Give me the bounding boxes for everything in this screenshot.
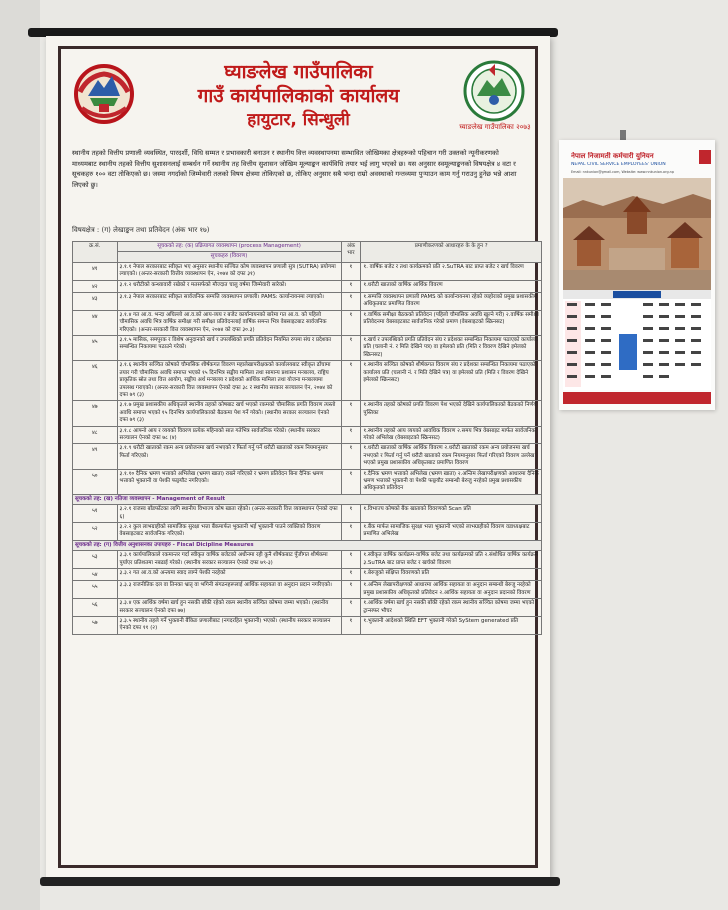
row-indicator: ३.१.२ धरौटीको कन्ध्यावारी रखेको र मतसर्फको मौज्दात चालु वर्षमा जिम्मेवारी सारेको। <box>117 280 341 292</box>
header-score: अंक भार <box>341 242 361 263</box>
row-score: १ <box>341 569 361 581</box>
table-row <box>73 599 542 617</box>
table-row <box>73 361 542 401</box>
office-address: हायुटार, सिन्धुली <box>247 110 350 130</box>
row-evidence: १.स्थानीय तहको कोषको प्रगति विवरण पेश भएको देखिने कार्यपालिकाको बैठकको निर्णय पुस्तिका <box>361 401 542 426</box>
poster <box>46 36 550 878</box>
row-score: १ <box>341 444 361 469</box>
nepal-emblem-icon <box>68 58 140 124</box>
row-score: १ <box>341 523 361 541</box>
row-score: १ <box>341 617 361 635</box>
row-evidence: १.धरौटी खाताको वार्षिक आर्थिक विवरण <box>361 280 542 292</box>
row-evidence: १.दैनिक भ्रमण भत्ताको अभिलेख (भ्रमण खाता) २.अन्तिम लेखापरीक्षणको आधारमा दैनिक भ्रमण भत्ताको भुक्तानी वा पेश्की फछ्र्यौट सम्बन्धी बेरुजु नरहेको प्रमुख प्रशासकीय अधिकृतको प्रतिवेदन <box>361 469 542 494</box>
table-row <box>73 523 542 541</box>
row-evidence: १.विभाज्य कोषको बैंक खाताको विवरणको Scan प्रति <box>361 505 542 523</box>
nepal-flag-icon <box>699 150 711 164</box>
table-row <box>73 469 542 494</box>
row-score: १ <box>341 599 361 617</box>
table-row <box>73 280 542 292</box>
calendar-subtitle: NEPAL CIVIL SERVICE EMPLOYEES' UNION <box>571 162 666 167</box>
intro-paragraph: स्थानीय तहको वित्तीय प्रणाली व्यवस्थित, पारदर्शी, विधि सम्मत र प्रभावकारी बनाउन र स्थानीय वित्त व्यवस्थापनमा सम्भावित जोखिमका क्षेत्रहरूको पहिचान गरी उक्तको न्यूनीकरणको माध्यमबाट स्थानीय तहको वित्तीय सुशासनलाई सम्बर्धन गर्ने स्थानीय तह वित्तीय सुशासन जोखिम मूल्याङ्कन कार्यविधि तयार भई लागु भएको छ। यस अनुसार स्वमूल्याङ्कनको विषयक्षेत्र ४ वटा र सूचकहरु १०० वटा तोकिएको छ। जस्मा नगर्दाको जिम्मेवारी तलको विषय क्षेत्रमा तोकिएको छ, तोकिए अनुसार सबै भन्दा राम्रो अवस्थाको गन्तव्यमा पुऱ्याउन काम गर्नु गराउनु हुनेछ भन्ने आशा लिएको छु। <box>72 149 517 189</box>
row-evidence: १.अन्तिम लेखापरीक्षणको आधारमा आर्थिक सहायता वा अनुदान सम्बन्धी बेरुजु नरहेको प्रमुख प्रशासकीय अधिकृतको प्रतिवेदन २.आर्थिक सहायता वा अनुदान प्रदानको विवरण <box>361 581 542 599</box>
wall-calendar <box>559 140 715 410</box>
section-fiscal-label: सूचकको तह: (ग) वित्तीय अनुशासनका उपायहरु - Fiscal Dicipline Measures <box>73 540 542 550</box>
row-score: १ <box>341 426 361 444</box>
section-row-result <box>73 494 542 504</box>
row-score: १ <box>341 262 361 280</box>
row-evidence: १.स्वीकृत वार्षिक कार्यक्रम-वार्षिक बजेट तथा कार्यक्रमको प्रति २.संशोधित वार्षिक कार्यक्रम ३.SuTRA बाट प्राप्त बजेट र खर्चको विवरण <box>361 551 542 569</box>
header-number: क्र.सं. <box>73 242 118 263</box>
poster-bottom-rod <box>40 877 560 886</box>
row-indicator: ३.३.३ राजनीतिक दल वा तिनका भ्रातृ वा भगिनी संगठनहरूलाई आर्थिक सहायता वा अनुदान प्रदान नगरिएको। <box>117 581 341 599</box>
header-indicator: सूचकको तह: (क) प्रक्रियागत व्यवस्थापन (process Management) <box>117 242 341 252</box>
subject-area-heading: विषयक्षेत्र : (ग) लेखाङ्कन तथा प्रतिवेदन (अंक भार १७) <box>72 226 210 234</box>
row-score: १ <box>341 469 361 494</box>
table-row <box>73 444 542 469</box>
row-evidence: १. वार्षिक बजेट र तथा कार्यक्रमको प्रति २.SuTRA बाट प्राप्त बजेट र खर्च विवरण <box>361 262 542 280</box>
row-indicator: ३.२.१ राजस्व बाँडफाँटका लागि स्थानीय विभाज्य कोष खाता रहेको। (अन्तर-सरकारी वित्त व्यवस्थापन ऐनको दफा ६) <box>117 505 341 523</box>
row-score: १ <box>341 310 361 335</box>
row-evidence: १.धरौटी खाताको वार्षिक आर्थिक विवरण २.धरौटी खाताको रकम अन्य प्रयोजनमा खर्च नभएको र फिर्ता गर्नु पर्ने धरौटी खाताको रकम नियमानुसार फिर्ता गरिएको विवरण उल्लेख भएको प्रमुख प्रशासकीय अधिकृतबाट प्रमाणित विवरण <box>361 444 542 469</box>
row-evidence: १.सम्पत्ति व्यवस्थापन प्रणाली PAMS को कार्यान्वयनमा रहेको व्यहोराको प्रमुख प्रशासकीय अधिकृतबाट प्रमाणित विवरण <box>361 293 542 311</box>
row-number: ५२ <box>73 523 118 541</box>
row-number: ४४ <box>73 310 118 335</box>
table-row <box>73 262 542 280</box>
table-row <box>73 426 542 444</box>
row-indicator: ३.१.६ स्थानीय सञ्चित कोषको चौमासिक शीर्षकगत विवरण महालेखापरीक्षकको कार्यालयबाट स्वीकृत ढाँचामा तयार गरी चौमासिक अवधि समाप्त भएको १५ दिनभित्र सङ्घीय मामिला तथा सामान्य प्रशासन मन्त्रालय, राष्ट्रिय प्राकृतिक स्रोत तथा वित्त आयोग, सङ्घीय अर्थ मन्त्रालय र प्रदेशको आर्थिक मामिला तथा योजना मन्त्रालयमा उपलब्ध गराएको। (अन्तर-सरकारी वित्त व्यवस्थापन ऐनको दफा ३८ र स्थानीय सरकार सञ्चालन ऐन, २०७४ को दफा ७९ (३) <box>117 361 341 401</box>
calendar-title: नेपाल निजामती कर्मचारी युनियन <box>571 152 654 160</box>
row-indicator: ३.३.४ एक आर्थिक वर्षमा खर्च हुन नसकी बाँकी रहेको रकम स्थानीय सञ्चित कोषमा जम्मा भएको। (स्थानीय सरकार सञ्चालन ऐनको दफा ७७) <box>117 599 341 617</box>
row-number: ४५ <box>73 336 118 361</box>
table-row <box>73 336 542 361</box>
row-number: ४२ <box>73 280 118 292</box>
row-indicator: ३.१.९ धरौटी खाताको रकम अन्य प्रयोजनमा खर्च नभएको र फिर्ता गर्नु पर्ने धरौटी खाताको रकम नियमानुसार फिर्ता गरिएको। <box>117 444 341 469</box>
row-indicator: ३.१.१ नेपाल सरकारबाट स्वीकृत भए अनुसार स्थानीय सञ्चित कोष व्यवस्थापन प्रणाली सुत्र (SUTRA) प्रयोगमा ल्याएको। (अन्तर-सरकारी वित्तीय व्यवस्थापन ऐन, २०७४ को दफा ३१) <box>117 262 341 280</box>
row-score: १ <box>341 551 361 569</box>
row-number: ५३ <box>73 551 118 569</box>
table-row <box>73 505 542 523</box>
row-number: ४१ <box>73 262 118 280</box>
row-indicator: ३.१.४ गत आ.व. भन्दा अघिल्लो आ.व.को आय-व्यय र बजेट कार्यान्वयनको बारेमा गत आ.व. को पहिलो चौमासिक अवधि भित्र वार्षिक समीक्षा गरी समीक्षा प्रतिवेदनलाई वार्षिक समन्त भित्र वेबसाइटबाट सार्वजनिक गरिएको। (अन्तर-सरकारी वित्त व्यवस्थापन ऐन, २०७४ को दफा ३०.३) <box>117 310 341 335</box>
row-evidence: १.भुक्तानी आदेशको स्थिति EFT भुक्तानी गरेको SyStem generated प्रति <box>361 617 542 635</box>
row-evidence: १.वार्षिक समीक्षा बैठकको प्रतिवेदन (पहिलो चौमासिक अवधि खुल्ने गरी) २.वार्षिक समीक्षा प्रतिवेदनमा वेबसाइटबाट सार्वजनिक गरेको प्रमाण (वेबसाइटको स्क्रिनसट) <box>361 310 542 335</box>
row-indicator: ३.१.५ मासिक, समपुरक र विशेष अनुदानको खर्च र उपलब्धिको प्रगति प्रतिवेदन नियमित रुपमा संघ र प्रदेशका सम्बन्धित निकायमा पठाउने गरेको। <box>117 336 341 361</box>
wall-background <box>0 0 40 910</box>
section-result-label: सूचकको तह: (ख) नतिजा व्यवस्थापन - Management of Result <box>73 494 542 504</box>
row-indicator: ३.३.५ स्थानीय तहले गर्ने भुक्तानी बैंकिङ प्रणालीबाट (नगदरहित भुक्तानी) भएको। (स्थानीय सरकार सञ्चालन ऐनको दफा ११ (२) <box>117 617 341 635</box>
calendar-temple-photo <box>563 178 711 290</box>
table-row <box>73 310 542 335</box>
row-indicator: ३.१.७ प्रमुख प्रशासकीय अधिकृतले स्थानीय तहको कोषबाट खर्च भएको रकमको चौमासिक प्रगति विवरण त्यस्तो अवधि समाप्त भएको १५ दिनभित्र कार्यपालिकाको बैठकमा पेश गर्ने गरेको। (स्थानीय सरकार सञ्चालन ऐनको दफा ७९ (३) <box>117 401 341 426</box>
row-number: ४७ <box>73 401 118 426</box>
row-number: ५७ <box>73 617 118 635</box>
calendar-date-grid <box>563 290 711 390</box>
table-row <box>73 551 542 569</box>
municipality-logo-icon <box>459 58 529 124</box>
row-number: ५५ <box>73 581 118 599</box>
table-row <box>73 617 542 635</box>
row-score: १ <box>341 280 361 292</box>
calendar-contact: Email: nnkunion@gmail.com, Website: www.nnkunion.org.np <box>571 170 674 174</box>
row-number: ५० <box>73 469 118 494</box>
row-indicator: ३.१.१० दैनिक भ्रमण भत्ताको अभिलेख (भ्रमण खाता) राख्ने गरिएको र भ्रमण प्रतिवेदन बिना दैनिक भ्रमण भत्ताको भुक्तानी वा पेश्की फछ्र्यौट नगरिएको। <box>117 469 341 494</box>
row-indicator: ३.१.८ आफ्नो आय र व्ययको विवरण प्रत्येक महिनाको सात गतेभित्र सार्वजनिक गरेको। (स्थानीय सरकार सञ्चालन ऐनको दफा ७८ (४) <box>117 426 341 444</box>
row-number: ५४ <box>73 569 118 581</box>
row-score: १ <box>341 505 361 523</box>
office-title-line2: गाउँ कार्यपालिकाको कार्यालय <box>197 85 400 107</box>
row-score: १ <box>341 336 361 361</box>
indicator-table <box>72 241 542 635</box>
row-number: ४६ <box>73 361 118 401</box>
table-row <box>73 569 542 581</box>
row-indicator: ३.१.३ नेपाल सरकारबाट स्वीकृत सार्वजनिक सम्पत्ति व्यवस्थापन प्रणाली। PAMS: कार्यान्वयनमा ल्याएको। <box>117 293 341 311</box>
row-evidence: १.बेरुजुको संक्षिप्त विवरणको प्रति <box>361 569 542 581</box>
header-evidence: प्रमाणीकरणको आधारहरु के के हुन ? <box>361 242 542 263</box>
row-score: १ <box>341 293 361 311</box>
row-number: ४९ <box>73 444 118 469</box>
row-evidence: १.स्थानीय तहको आय व्ययको आवधिक विवरण २.समय भित्र वेबसाइट मार्फत सार्वजनिक गरेको अभिलेख (वेबसाइटको स्क्रिनसट) <box>361 426 542 444</box>
row-score: १ <box>341 401 361 426</box>
row-indicator: ३.२.२ कुल लाभग्राहीको सामाजिक सुरक्षा भत्ता बैंकमार्फत भुक्तानी भई भुक्तानी पाउने व्यक्तिको विवरण वेबसाइटबाट सार्वजनिक गरिएको। <box>117 523 341 541</box>
row-score: १ <box>341 581 361 599</box>
header-indicator-sub: सूचकहरु (विवरण) <box>117 252 341 262</box>
table-row <box>73 293 542 311</box>
row-evidence: १.स्थानीय सञ्चित कोषको शीर्षकगत विवरण संघ र प्रदेशका सम्बन्धित निकायमा पठाएको कार्यालय प्रति (चलानी नं. र मिति देखिने पत्र) वा इमेलको प्रति (मिति र विवरण देखिने इमेलको स्क्रिनसट) <box>361 361 542 401</box>
row-evidence: १.आर्थिक वर्षमा खर्च हुन नसकी बाँकी रहेको रकम स्थानीय सञ्चित कोषमा जम्मा भएको ट्रान्सफर भौचर <box>361 599 542 617</box>
calendar-footer-band <box>563 392 711 404</box>
row-evidence: १.खर्च र उपलब्धिको प्रगति प्रतिवेदन संघ र प्रदेशका सम्बन्धित निकायमा पठाएको कार्यालय प्रति (चलानी नं. र मिति देखिने पत्र) वा इमेलको प्रति (मिति र विवरण देखिने इमेलको स्क्रिनसट) <box>361 336 542 361</box>
row-indicator: ३.३.२ गत आ.व.को अन्त्यमा स्वाद लाग्ने पेश्की नरहेको <box>117 569 341 581</box>
row-score: १ <box>341 361 361 401</box>
table-row <box>73 401 542 426</box>
row-indicator: ३.३.१ कार्यपालिकाले रकमान्तर गर्दा स्वीकृत वार्षिक बजेटको अधीनमा रही कुनै शीर्षकबाट पुँजीगत शीर्षकमा पुर्याएर प्रतिशतमा नबढाई गरेको। (स्थानीय सरकार सञ्चालन ऐनको दफा ७९-३) <box>117 551 341 569</box>
row-number: ४८ <box>73 426 118 444</box>
municipality-logo-caption: घ्याङलेख गाउँपालिका २०७३ <box>459 123 531 131</box>
table-row <box>73 581 542 599</box>
row-number: ४३ <box>73 293 118 311</box>
section-row-fiscal <box>73 540 542 550</box>
row-number: ५१ <box>73 505 118 523</box>
row-number: ५६ <box>73 599 118 617</box>
office-title-line1: घ्याङलेख गाउँपालिका <box>224 61 373 83</box>
row-evidence: १.बैंक मार्फत सामाजिक सुरक्षा भत्ता भुक्तानी भएको लाभग्राहीको विवरण वडाध्यक्षबाट प्रमाणित अभिलेख <box>361 523 542 541</box>
